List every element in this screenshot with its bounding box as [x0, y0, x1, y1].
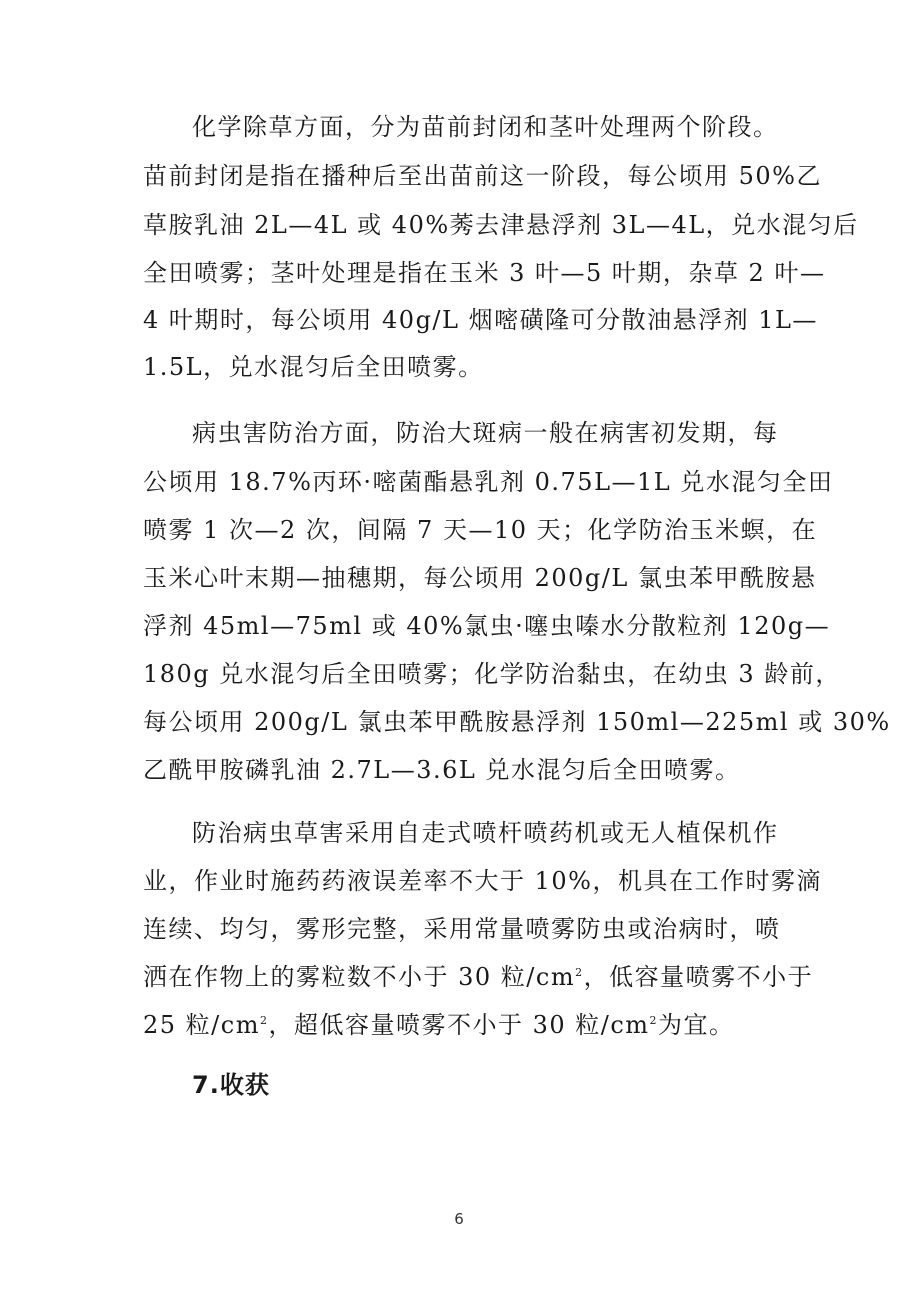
paragraph-1-line-3: 草胺乳油 2L—4L 或 40%莠去津悬浮剂 3L—4L，兑水混匀后 [143, 211, 859, 239]
paragraph-1-line-2: 苗前封闭是指在播种后至出苗前这一阶段，每公顷用 50%乙 [143, 162, 822, 190]
paragraph-3-line-5 [143, 1010, 735, 1040]
paragraph-2-line-4: 玉米心叶末期—抽穗期，每公顷用 200g/L 氯虫苯甲酰胺悬 [143, 564, 817, 592]
paragraph-2-line-6: 180g 兑水混匀后全田喷雾；化学防治黏虫，在幼虫 3 龄前， [143, 660, 841, 688]
page-number: 6 [454, 1210, 464, 1228]
paragraph-3-line-4-text-a: 洒在作物上的雾粒数不小于 30 粒/cm [143, 963, 576, 991]
paragraph-3-line-2: 业，作业时施药药液误差率不大于 10%，机具在工作时雾滴 [143, 867, 822, 895]
paragraph-3-line-5-text-c: 为宜。 [658, 1011, 735, 1039]
paragraph-2-line-2: 公顷用 18.7%丙环·嘧菌酯悬乳剂 0.75L—1L 兑水混匀全田 [143, 468, 834, 496]
paragraph-1-line-1: 化学除草方面，分为苗前封闭和茎叶处理两个阶段。 [192, 113, 779, 141]
paragraph-1-line-5: 4 叶期时，每公顷用 40g/L 烟嘧磺隆可分散油悬浮剂 1L— [143, 306, 818, 334]
paragraph-3-line-5-text-b: ，超低容量喷雾不小于 30 粒/cm [268, 1011, 650, 1039]
paragraph-3-line-4-text-b: ，低容量喷雾不小于 [583, 963, 814, 991]
superscript-2: 2 [259, 1014, 269, 1027]
paragraph-3-line-5-text-a: 25 粒/cm [143, 1011, 260, 1039]
paragraph-2-line-1: 病虫害防治方面，防治大斑病一般在病害初发期，每 [192, 419, 779, 447]
paragraph-1-line-6: 1.5L，兑水混匀后全田喷雾。 [143, 353, 484, 381]
superscript-2: 2 [575, 966, 584, 979]
superscript-2: 2 [649, 1014, 659, 1027]
paragraph-3-line-4 [143, 962, 813, 992]
section-heading: 7.收获 [192, 1071, 270, 1099]
paragraph-2-line-5: 浮剂 45ml—75ml 或 40%氯虫·噻虫嗪水分散粒剂 120g— [143, 612, 831, 640]
paragraph-2-line-7: 每公顷用 200g/L 氯虫苯甲酰胺悬浮剂 150ml—225ml 或 30% [143, 708, 891, 736]
paragraph-3-line-1: 防治病虫草害采用自走式喷杆喷药机或无人植保机作 [192, 819, 779, 847]
paragraph-1-line-4: 全田喷雾；茎叶处理是指在玉米 3 叶—5 叶期，杂草 2 叶— [143, 259, 826, 287]
paragraph-3-line-3: 连续、均匀，雾形完整，采用常量喷雾防虫或治病时，喷 [143, 915, 781, 943]
paragraph-2-line-8: 乙酰甲胺磷乳油 2.7L—3.6L 兑水混匀后全田喷雾。 [143, 756, 741, 784]
paragraph-2-line-3: 喷雾 1 次—2 次，间隔 7 天—10 天；化学防治玉米螟，在 [143, 516, 818, 544]
